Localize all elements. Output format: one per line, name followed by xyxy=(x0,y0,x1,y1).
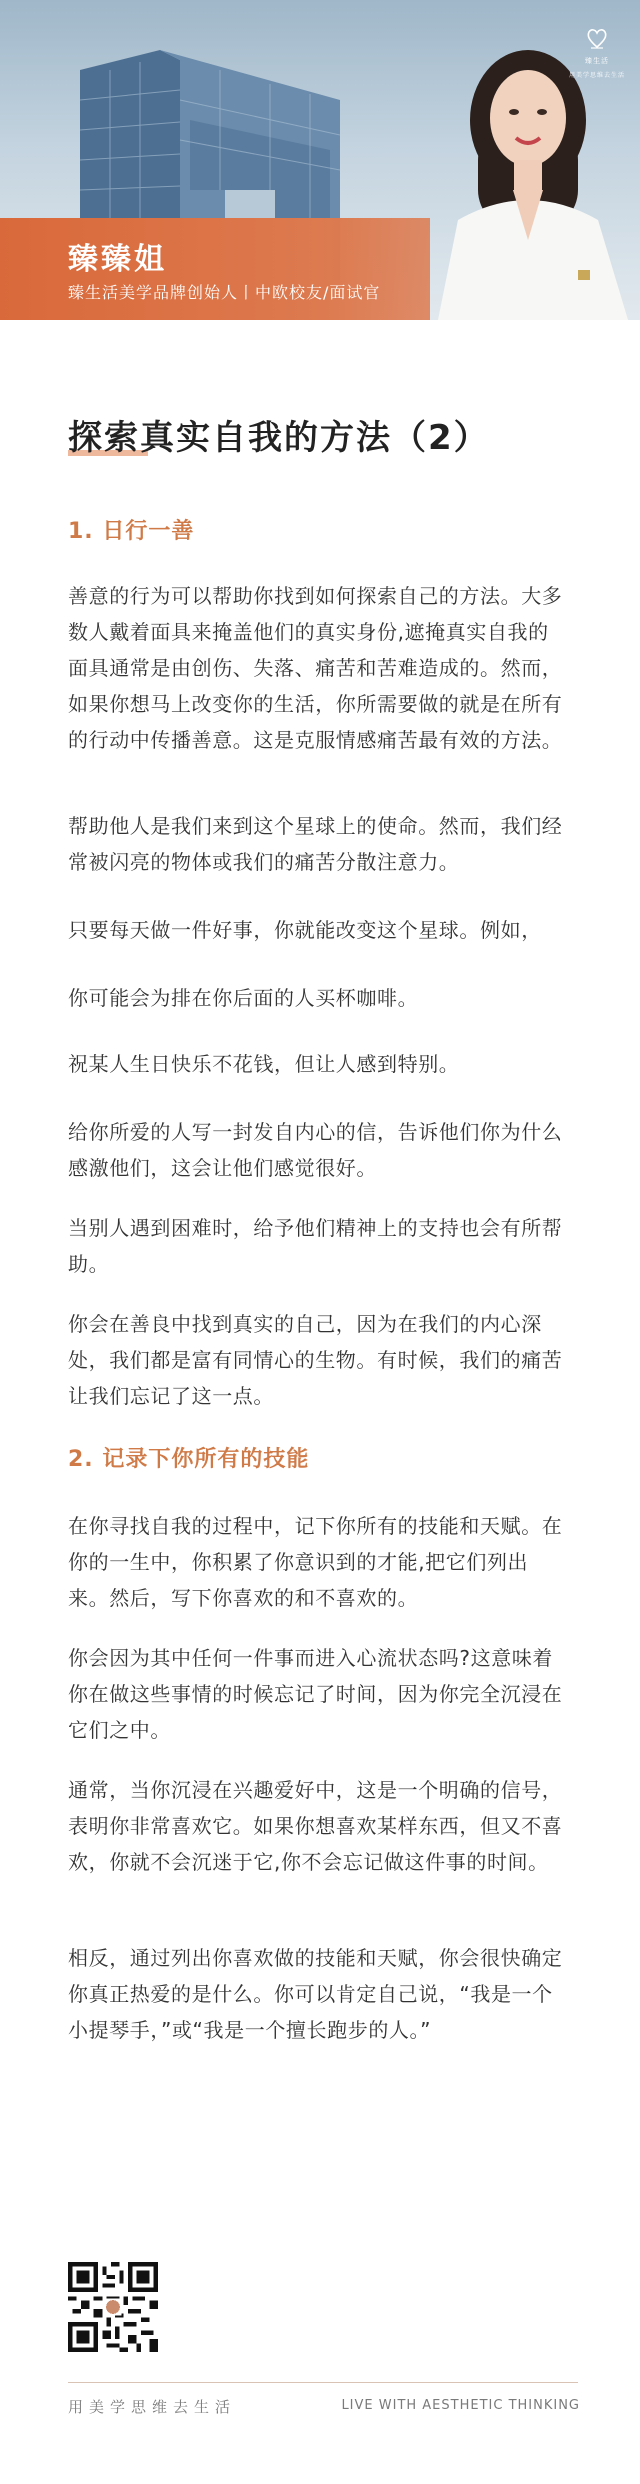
paragraph: 善意的行为可以帮助你找到如何探索自己的方法。大多数人戴着面具来掩盖他们的真实身份,遮掩真实自我的面具通常是由创伤、失落、痛苦和苦难造成的。然而，如果你想马上改变你的生活，你所需要做的就是在所有的行动中传播善意。这是克服情感痛苦最有效的方法。 xyxy=(68,584,563,752)
section-heading-2: 2. 记录下你所有的技能 xyxy=(68,1447,310,1472)
heart-logo-icon xyxy=(585,26,609,50)
paragraph: 通常，当你沉浸在兴趣爱好中，这是一个明确的信号，表明你非常喜欢它。如果你想喜欢某样东西，但又不喜欢，你就不会沉迷于它,你不会忘记做这件事的时间。 xyxy=(68,1778,563,1874)
brand-subtitle: 臻生活美学品牌创始人丨中欧校友/面试官 xyxy=(68,283,381,302)
article-title: 探索真实自我的方法（2） xyxy=(68,418,490,458)
paragraph: 你会在善良中找到真实的自己，因为在我们的内心深处，我们都是富有同情心的生物。有时候，我们的痛苦让我们忘记了这一点。 xyxy=(68,1312,563,1408)
section-heading-1: 1. 日行一善 xyxy=(68,519,195,544)
brand-band xyxy=(0,218,430,320)
paragraph: 只要每天做一件好事，你就能改变这个星球。例如， xyxy=(68,918,542,942)
paragraph: 祝某人生日快乐不花钱，但让人感到特别。 xyxy=(68,1052,460,1076)
footer-slogan-cn: 用美学思维去生活 xyxy=(68,2398,237,2416)
brand-name: 臻臻姐 xyxy=(68,242,167,277)
footer-slogan-en: LIVE WITH AESTHETIC THINKING xyxy=(341,2398,580,2413)
paragraph: 相反，通过列出你喜欢做的技能和天赋，你会很快确定你真正热爱的是什么。你可以肯定自己说，“我是一个小提琴手，”或“我是一个擅长跑步的人。” xyxy=(68,1946,563,2042)
paragraph: 帮助他人是我们来到这个星球上的使命。然而，我们经常被闪亮的物体或我们的痛苦分散注意力。 xyxy=(68,814,563,874)
logo-text: 臻生活 xyxy=(585,57,609,65)
paragraph: 你可能会为排在你后面的人买杯咖啡。 xyxy=(68,986,419,1010)
paragraph: 你会因为其中任何一件事而进入心流状态吗?这意味着你在做这些事情的时候忘记了时间，因为你完全沉浸在它们之中。 xyxy=(68,1646,563,1742)
qr-code-icon xyxy=(68,2262,158,2352)
brand-logo xyxy=(560,26,634,79)
paragraph: 在你寻找自我的过程中，记下你所有的技能和天赋。在你的一生中，你积累了你意识到的才能,把它们列出来。然后，写下你喜欢的和不喜欢的。 xyxy=(68,1514,563,1610)
paragraph: 给你所爱的人写一封发自内心的信，告诉他们你为什么感激他们，这会让他们感觉很好。 xyxy=(68,1120,563,1180)
footer-divider xyxy=(68,2382,578,2383)
header-banner xyxy=(0,0,640,320)
paragraph: 当别人遇到困难时，给予他们精神上的支持也会有所帮助。 xyxy=(68,1216,563,1276)
logo-tagline: 用美学思维去生活 xyxy=(568,72,625,79)
